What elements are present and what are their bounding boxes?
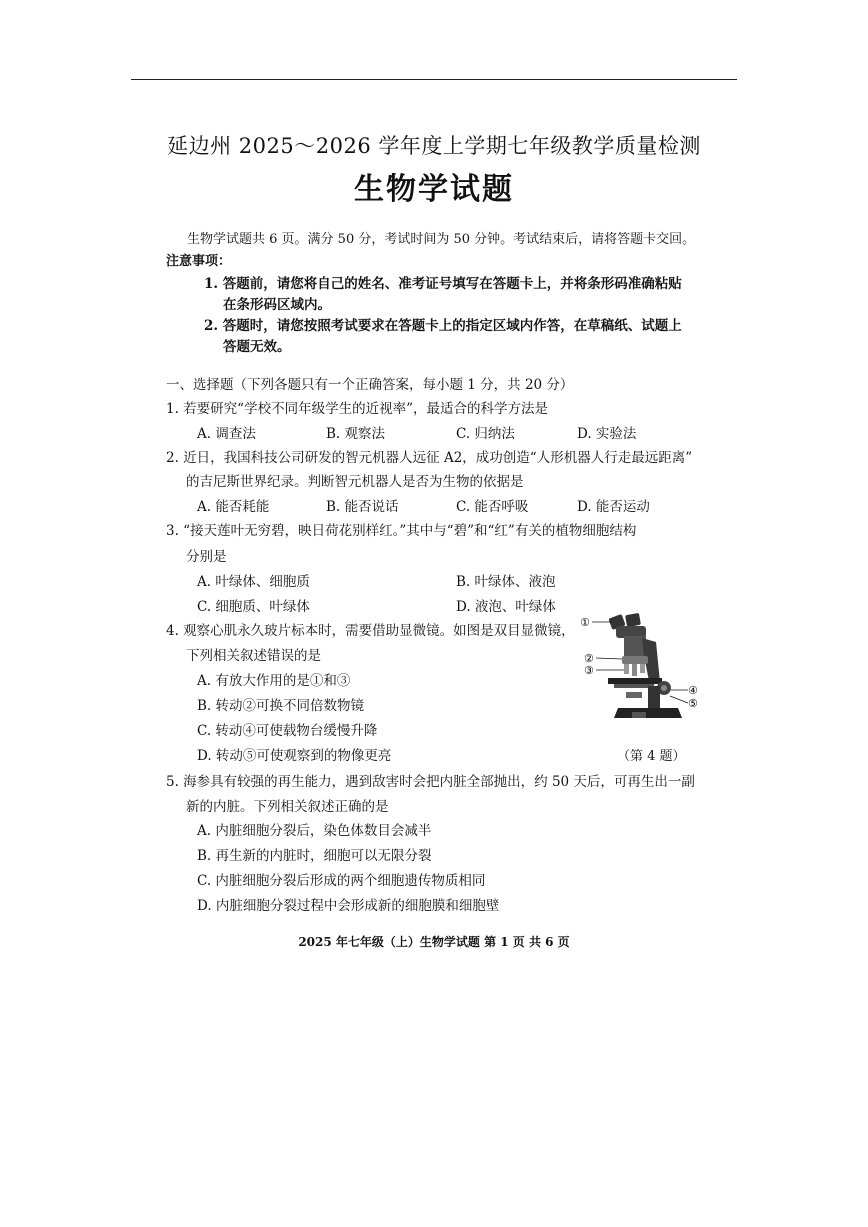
notice-item-2: 2. 答题时，请您按照考试要求在答题卡上的指定区域内作答，在草稿纸、试题上 xyxy=(204,318,682,334)
top-rule xyxy=(131,79,737,80)
question-2-option-b: B. 能否说话 xyxy=(326,499,399,515)
exam-title: 延边州 2025～2026 学年度上学期七年级教学质量检测 xyxy=(167,134,701,158)
question-1-option-a: A. 调查法 xyxy=(197,426,256,442)
figure-caption: （第 4 题） xyxy=(617,749,686,764)
label-1: ① xyxy=(580,616,590,629)
subject-title: 生物学试题 xyxy=(354,172,514,207)
notice-item-2-cont: 答题无效。 xyxy=(223,339,291,355)
label-2: ② xyxy=(584,652,594,665)
question-1-option-d: D. 实验法 xyxy=(577,426,637,442)
question-1-stem: 1. 若要研究“学校不同年级学生的近视率”，最适合的科学方法是 xyxy=(166,401,548,417)
section-heading: 一、选择题（下列各题只有一个正确答案，每小题 1 分，共 20 分） xyxy=(166,377,574,393)
question-3-stem-cont: 分别是 xyxy=(186,549,227,565)
question-4-stem-cont: 下列相关叙述错误的是 xyxy=(186,648,321,664)
microscope-icon xyxy=(608,613,682,718)
question-3-option-d: D. 液泡、叶绿体 xyxy=(456,599,556,615)
page-footer: 2025 年七年级（上）生物学试题 第 1 页 共 6 页 xyxy=(298,935,570,949)
question-2-option-d: D. 能否运动 xyxy=(577,499,650,515)
question-5-option-a: A. 内脏细胞分裂后，染色体数目会减半 xyxy=(197,823,432,839)
question-3-option-b: B. 叶绿体、液泡 xyxy=(456,574,556,590)
label-3: ③ xyxy=(584,664,594,677)
question-4-option-b: B. 转动②可换不同倍数物镜 xyxy=(197,698,365,714)
question-5-option-b: B. 再生新的内脏时，细胞可以无限分裂 xyxy=(197,848,432,864)
exam-intro: 生物学试题共 6 页。满分 50 分，考试时间为 50 分钟。考试结束后，请将答题卡交回。 xyxy=(187,232,696,247)
question-4-stem: 4. 观察心肌永久玻片标本时，需要借助显微镜。如图是双目显微镜， xyxy=(166,623,575,639)
question-2-option-c: C. 能否呼吸 xyxy=(456,499,529,515)
question-1-option-b: B. 观察法 xyxy=(326,426,386,442)
question-4-option-c: C. 转动④可使载物台缓慢升降 xyxy=(197,723,378,739)
question-2-option-a: A. 能否耗能 xyxy=(197,499,270,515)
label-4: ④ xyxy=(688,684,698,697)
label-5: ⑤ xyxy=(688,697,698,710)
question-1-option-c: C. 归纳法 xyxy=(456,426,515,442)
question-3-stem: 3. “接天莲叶无穷碧，映日荷花别样红。”其中与“碧”和“红”有关的植物细胞结构 xyxy=(166,523,637,539)
question-5-option-d: D. 内脏细胞分裂过程中会形成新的细胞膜和细胞壁 xyxy=(197,898,500,914)
question-3-option-a: A. 叶绿体、细胞质 xyxy=(197,574,310,590)
notice-item-1-cont: 在条形码区域内。 xyxy=(223,297,331,313)
question-3-option-c: C. 细胞质、叶绿体 xyxy=(197,599,310,615)
question-4-option-a: A. 有放大作用的是①和③ xyxy=(197,673,351,689)
question-5-stem-cont: 新的内脏。下列相关叙述正确的是 xyxy=(186,799,389,815)
notice-item-1: 1. 答题前，请您将自己的姓名、准考证号填写在答题卡上，并将条形码准确粘贴 xyxy=(204,276,682,292)
question-2-stem: 2. 近日，我国科技公司研发的智元机器人远征 A2，成功创造“人形机器人行走最远距离” xyxy=(166,450,693,466)
microscope-figure xyxy=(578,612,706,730)
notice-label: 注意事项： xyxy=(166,254,232,269)
question-2-stem-cont: 的吉尼斯世界纪录。判断智元机器人是否为生物的依据是 xyxy=(186,474,524,490)
question-5-stem: 5. 海参具有较强的再生能力，遇到敌害时会把内脏全部抛出，约 50 天后，可再生出一副 xyxy=(166,774,695,790)
question-4-option-d: D. 转动⑤可使观察到的物像更亮 xyxy=(197,748,392,764)
question-5-option-c: C. 内脏细胞分裂后形成的两个细胞遗传物质相同 xyxy=(197,873,486,889)
